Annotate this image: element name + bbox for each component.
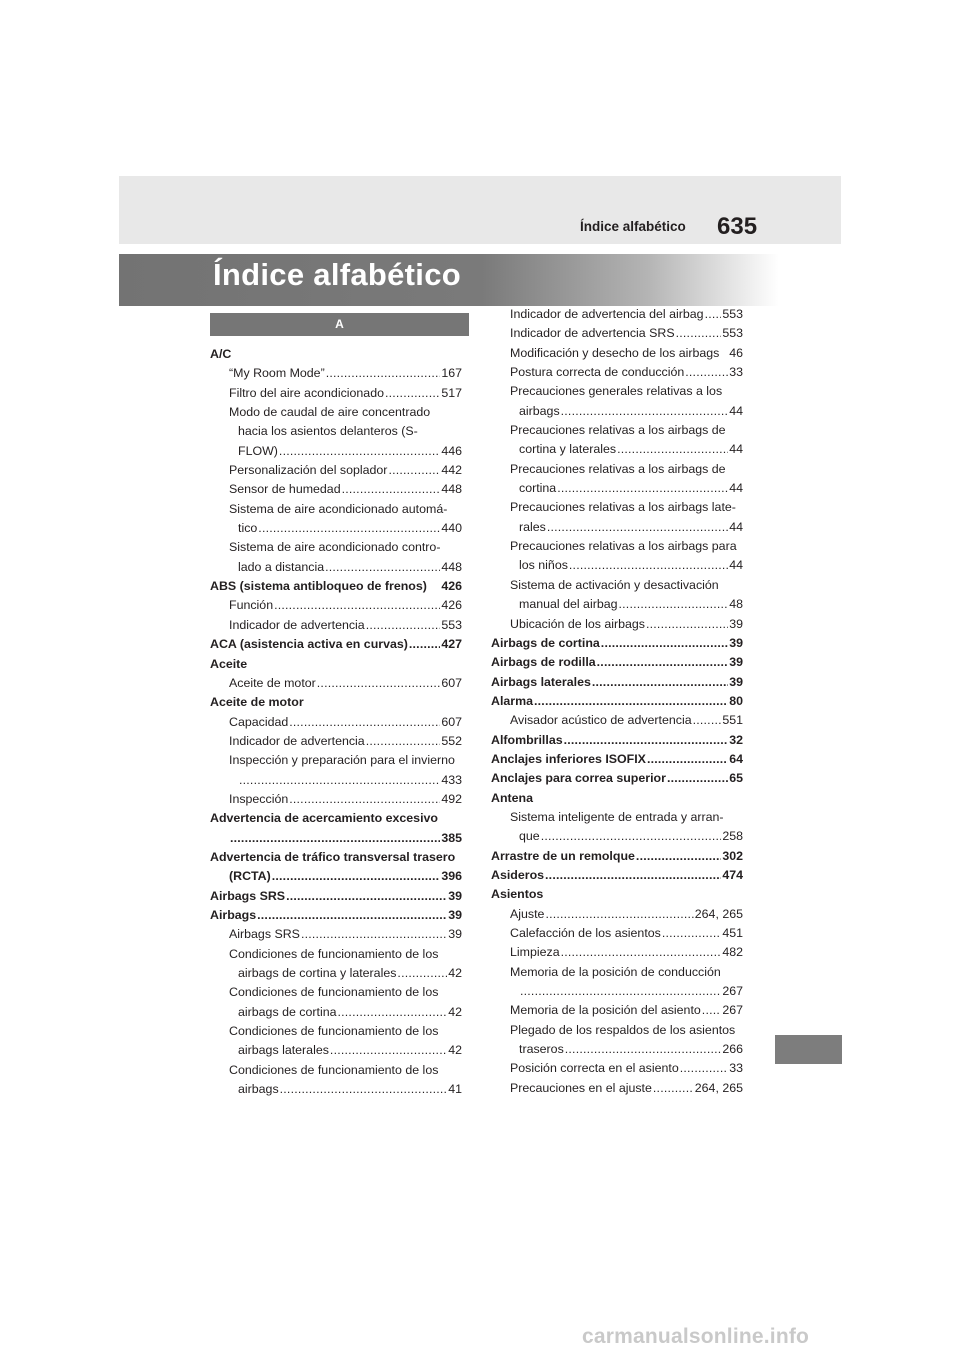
leader-dots (366, 732, 441, 751)
index-entry-text: Plegado de los respaldos de los asientos (510, 1022, 736, 1037)
index-entry (210, 1022, 462, 1041)
index-entry-text: Posición correcta en el asiento (510, 1061, 679, 1076)
index-entry-page: 39 (729, 674, 743, 689)
leader-dots (676, 324, 722, 343)
index-entry-page: 433 (441, 772, 462, 787)
leader-dots (286, 887, 447, 906)
index-entry-page: 385 (441, 830, 462, 845)
index-entry-page: 48 (729, 597, 743, 612)
index-column-right (491, 305, 743, 1098)
index-entry-page: 440 (441, 521, 462, 536)
index-entry (491, 827, 743, 846)
index-entry (210, 964, 462, 983)
index-entry-text: Función (229, 598, 274, 613)
page-title: Índice alfabético (213, 257, 461, 292)
leader-dots (301, 925, 447, 944)
index-entry (210, 983, 462, 1002)
index-entry-page: 32 (729, 732, 743, 747)
index-entry-text: Ajuste (510, 906, 545, 921)
index-entry-page: 80 (729, 693, 743, 708)
index-entry-text: Memoria de la posición del asiento (510, 1003, 701, 1018)
leader-dots (317, 674, 441, 693)
watermark: carmanualsonline.info (582, 1325, 810, 1348)
index-entry-page: 46 (729, 345, 743, 360)
page-number: 635 (717, 213, 758, 240)
index-entry-text: hacia los asientos delanteros (S- (238, 424, 418, 439)
index-entry-text: cortina y laterales (519, 442, 617, 457)
index-entry-page: 42 (448, 1004, 462, 1019)
leader-dots (592, 673, 728, 692)
index-entry-page: 607 (441, 714, 462, 729)
index-entry-text: Indicador de advertencia SRS (510, 326, 675, 341)
leader-dots (597, 653, 729, 672)
index-entry (491, 1040, 743, 1059)
header-section-title: Índice alfabético (580, 219, 686, 234)
index-entry-text: Sensor de humedad (229, 482, 341, 497)
index-entry (491, 905, 743, 924)
index-entry-text: Calefacción de los asientos (510, 926, 661, 940)
index-entry-text: Airbags de cortina (491, 635, 600, 650)
index-entry-page: 451 (722, 926, 743, 940)
index-entry-page: 264, 265 (694, 1080, 743, 1095)
index-entry (210, 674, 462, 693)
index-entry-page: 33 (729, 365, 743, 380)
index-entry-text: los niños (519, 558, 568, 573)
leader-dots (653, 1079, 694, 1098)
index-entry-text: A/C (210, 347, 232, 361)
index-entry (210, 577, 462, 596)
index-entry-text: rales (519, 519, 546, 534)
index-entry (491, 518, 743, 537)
leader-dots (272, 867, 441, 886)
index-entry-text: Airbags SRS (210, 888, 286, 903)
index-entry-text: Condiciones de funcionamiento de los (229, 946, 439, 961)
index-entry (210, 616, 462, 635)
index-entry (491, 692, 743, 711)
index-entry-text: Precauciones relativas a los airbags para (510, 539, 737, 554)
index-entry-page: 396 (441, 869, 462, 884)
index-entry-text: Indicador de advertencia (229, 733, 365, 748)
index-entry-text: ACA (asistencia activa en curvas) (210, 637, 408, 652)
index-entry-text: Condiciones de funcionamiento de los (229, 985, 439, 1000)
index-entry-page: 448 (441, 482, 462, 497)
leader-dots (428, 577, 440, 596)
index-entry-page: 42 (448, 1043, 462, 1058)
index-entry-text: Airbags SRS (229, 927, 300, 942)
index-entry (491, 1001, 743, 1020)
index-entry-text: Modo de caudal de aire concentrado (229, 405, 431, 420)
leader-dots (617, 440, 728, 459)
leader-dots (569, 556, 728, 575)
index-entry-page: 41 (448, 1082, 462, 1097)
index-entry (491, 711, 743, 730)
index-entry (210, 422, 462, 441)
index-entry (210, 771, 462, 790)
index-entry-text: Personalización del soplador (229, 463, 388, 478)
index-entry-text: ABS (sistema antibloqueo de frenos) (210, 579, 427, 594)
index-entry-text: Precauciones generales relativas a los (510, 384, 723, 399)
index-entry (210, 867, 462, 886)
index-entry (491, 673, 743, 692)
leader-dots (325, 558, 440, 577)
leader-dots (230, 829, 440, 848)
index-entry (491, 382, 743, 401)
leader-dots (565, 1040, 722, 1059)
index-entry-page: 553 (722, 307, 743, 321)
index-entry-text: Airbags de rodilla (491, 655, 596, 670)
leader-dots (541, 827, 722, 846)
index-entry-text: cortina (519, 481, 557, 496)
index-entry (210, 809, 462, 828)
index-entry-text: Condiciones de funcionamiento de los (229, 1062, 439, 1077)
index-entry (491, 866, 743, 885)
index-entry-text: lado a distancia (238, 559, 325, 574)
index-entry-page: 474 (722, 867, 743, 882)
leader-dots (685, 363, 728, 382)
index-entry (491, 305, 743, 324)
index-entry (491, 344, 743, 363)
index-entry-text: Sistema de aire acondicionado contro- (229, 540, 441, 555)
index-entry-text: manual del airbag (519, 597, 618, 612)
index-entry-text: Anclajes para correa superior (491, 771, 666, 786)
index-entry-text: (RCTA) (229, 869, 271, 884)
index-entry (210, 364, 462, 383)
index-entry-text: Sistema de activación y desactivación (510, 577, 719, 592)
index-entry-page: 44 (729, 481, 743, 496)
index-entry-text: Filtro del aire acondicionado (229, 385, 384, 400)
leader-dots (280, 1080, 448, 1099)
index-entry-page: 517 (441, 385, 462, 400)
index-entry-text: Aceite (210, 656, 248, 671)
index-entry-text: Indicador de advertencia del airbag (510, 307, 704, 321)
index-entry-page: 492 (441, 791, 462, 806)
leader-dots (705, 305, 722, 324)
letter-heading: A (210, 313, 469, 336)
index-entry-text: Advertencia de acercamiento excesivo (210, 811, 438, 826)
leader-dots (619, 595, 729, 614)
leader-dots (636, 847, 721, 866)
leader-dots (342, 480, 441, 499)
index-entry-text: Arrastre de un remolque (491, 848, 635, 863)
index-entry (491, 731, 743, 750)
index-entry (210, 558, 462, 577)
leader-dots (557, 479, 728, 498)
index-entry (210, 713, 462, 732)
index-entry-text: Antena (491, 790, 533, 805)
leader-dots (289, 713, 440, 732)
index-entry (210, 461, 462, 480)
index-entry-page: 33 (729, 1061, 743, 1076)
index-entry-text: Modificación y desecho de los airbags (510, 345, 720, 360)
index-entry-page: 44 (729, 519, 743, 534)
index-entry-text: Inspección (229, 791, 289, 806)
leader-dots (409, 635, 440, 654)
leader-dots (388, 461, 440, 480)
index-entry-page: 65 (729, 771, 743, 786)
index-entry (210, 538, 462, 557)
index-entry (210, 1080, 462, 1099)
index-entry-text: Capacidad (229, 714, 289, 729)
index-entry-text: FLOW) (238, 443, 278, 458)
index-entry-text: traseros (519, 1042, 564, 1057)
leader-dots (274, 596, 440, 615)
index-entry-text: Limpieza (510, 945, 560, 960)
index-entry-page: 426 (441, 579, 462, 594)
index-entry (491, 1079, 743, 1098)
index-entry (491, 440, 743, 459)
index-entry-page: 64 (729, 751, 743, 766)
index-entry-text: Precauciones relativas a los airbags de (510, 423, 726, 438)
leader-dots (239, 771, 440, 790)
index-entry-page: 551 (722, 713, 743, 728)
leader-dots (680, 1059, 728, 1078)
index-entry (491, 885, 743, 904)
index-entry-text: Ubicación de los airbags (510, 616, 645, 631)
index-entry (491, 653, 743, 672)
index-entry-text: Aceite de motor (210, 695, 304, 710)
index-column-left (210, 345, 462, 1099)
index-entry (491, 402, 743, 421)
index-entry-page: 39 (448, 927, 462, 942)
index-entry-text: Condiciones de funcionamiento de los (229, 1024, 439, 1039)
index-entry-page: 552 (441, 733, 462, 748)
index-entry-page: 42 (448, 966, 462, 980)
index-entry-text: Indicador de advertencia (229, 617, 365, 632)
index-entry (491, 808, 743, 827)
index-entry-text: Sistema inteligente de entrada y arran- (510, 809, 724, 824)
index-entry-page: 553 (722, 326, 743, 341)
index-entry-text: Advertencia de tráfico transversal trasero (210, 849, 456, 864)
index-entry (210, 790, 462, 809)
index-entry-page: 44 (729, 558, 743, 573)
index-entry-page: 607 (441, 675, 462, 690)
index-entry-page: 448 (441, 559, 462, 574)
index-entry-page: 267 (722, 1003, 743, 1018)
index-entry (491, 963, 743, 982)
leader-dots (667, 769, 728, 788)
index-entry-text: Airbags laterales (491, 674, 591, 689)
leader-dots (397, 964, 447, 983)
index-entry-text: tico (238, 521, 258, 536)
leader-dots (647, 750, 728, 769)
index-entry (491, 615, 743, 634)
index-entry-text: Precauciones en el ajuste (510, 1080, 652, 1095)
index-entry-page: 39 (729, 635, 743, 650)
index-entry-page: 266 (722, 1042, 743, 1057)
leader-dots (338, 1003, 448, 1022)
index-entry-page: 44 (729, 442, 743, 457)
index-entry (491, 847, 743, 866)
leader-dots (279, 442, 440, 461)
side-tab-marker (775, 1035, 842, 1064)
index-entry (210, 635, 462, 654)
index-entry (210, 1061, 462, 1080)
index-entry-text: airbags (519, 403, 560, 418)
index-entry-page: 39 (729, 616, 743, 631)
index-entry-text: Asideros (491, 867, 545, 882)
leader-dots (547, 518, 728, 537)
index-entry (491, 479, 743, 498)
leader-dots (561, 943, 722, 962)
leader-dots (561, 402, 729, 421)
index-entry-text: Anclajes inferiores ISOFIX (491, 751, 646, 766)
index-entry (210, 1003, 462, 1022)
leader-dots (330, 1041, 447, 1060)
index-entry (210, 693, 462, 712)
leader-dots (258, 519, 440, 538)
index-entry (491, 363, 743, 382)
index-entry (491, 421, 743, 440)
index-entry-page: 39 (448, 888, 462, 903)
index-entry (210, 442, 462, 461)
index-entry-page: 267 (722, 984, 743, 999)
index-entry (210, 345, 462, 364)
index-entry (210, 596, 462, 615)
index-entry-page: 264, 265 (694, 906, 743, 921)
index-entry-text: Sistema de aire acondicionado automá- (229, 501, 448, 516)
index-entry-page: 44 (729, 403, 743, 418)
index-entry-text: Precauciones relativas a los airbags late- (510, 500, 736, 515)
index-entry-text: Inspección y preparación para el invierno (229, 753, 455, 768)
leader-dots (366, 616, 441, 635)
index-entry (210, 925, 462, 944)
index-entry (210, 655, 462, 674)
index-entry-text: airbags (238, 1082, 279, 1097)
leader-dots (545, 905, 693, 924)
index-entry (210, 403, 462, 422)
index-entry-text: Memoria de la posición de conducción (510, 964, 721, 979)
index-entry (491, 324, 743, 343)
index-entry (491, 1021, 743, 1040)
leader-dots (693, 711, 722, 730)
index-entry (491, 576, 743, 595)
index-entry (210, 519, 462, 538)
leader-dots (534, 692, 728, 711)
index-entry (210, 848, 462, 867)
leader-dots (520, 982, 721, 1001)
index-entry-page: 442 (441, 463, 462, 478)
leader-dots (545, 866, 721, 885)
leader-dots (564, 731, 729, 750)
leader-dots (289, 790, 440, 809)
index-entry (491, 537, 743, 556)
leader-dots (385, 384, 440, 403)
index-entry (491, 789, 743, 808)
index-entry-text: que (519, 829, 540, 844)
index-entry (491, 634, 743, 653)
index-entry-text: Precauciones relativas a los airbags de (510, 461, 726, 476)
index-entry-page: 258 (722, 829, 743, 844)
index-entry (491, 982, 743, 1001)
index-entry-text: airbags de cortina (238, 1004, 337, 1019)
index-entry (210, 945, 462, 964)
index-entry (210, 829, 462, 848)
index-entry-page: 39 (448, 907, 462, 922)
index-entry-page: 446 (441, 443, 462, 458)
index-entry (210, 906, 462, 925)
index-entry (210, 480, 462, 499)
index-entry-text: airbags laterales (238, 1043, 329, 1058)
index-entry (210, 500, 462, 519)
index-entry (491, 943, 743, 962)
index-entry-page: 426 (441, 598, 462, 613)
leader-dots (257, 906, 447, 925)
index-entry-page: 302 (722, 848, 743, 863)
index-entry (491, 595, 743, 614)
index-entry-page: 482 (722, 945, 743, 960)
leader-dots (646, 615, 728, 634)
index-entry (210, 1041, 462, 1060)
leader-dots (326, 364, 441, 383)
index-entry (210, 887, 462, 906)
index-entry (491, 498, 743, 517)
leader-dots (702, 1001, 722, 1020)
index-entry (491, 750, 743, 769)
index-entry-page: 553 (441, 617, 462, 632)
index-entry (491, 769, 743, 788)
index-entry (210, 384, 462, 403)
index-entry-text: “My Room Mode” (229, 366, 325, 381)
index-entry-text: Asientos (491, 887, 544, 902)
index-entry-page: 167 (441, 366, 462, 381)
index-entry-page: 39 (729, 655, 743, 670)
index-entry-text: Airbags (210, 907, 257, 922)
index-entry (210, 751, 462, 770)
index-entry (491, 1059, 743, 1078)
index-entry (491, 924, 743, 943)
index-entry-text: Alfombrillas (491, 732, 563, 747)
leader-dots (601, 634, 728, 653)
index-entry-text: Avisador acústico de advertencia (510, 713, 692, 728)
index-entry-text: Alarma (491, 693, 534, 708)
leader-dots (720, 344, 728, 363)
index-entry (491, 460, 743, 479)
leader-dots (662, 924, 721, 943)
index-entry-text: Aceite de motor (229, 675, 316, 690)
index-entry (491, 556, 743, 575)
index-entry-text: Postura correcta de conducción (510, 365, 685, 380)
index-entry (210, 732, 462, 751)
index-entry-text: airbags de cortina y laterales (238, 966, 397, 980)
index-entry-page: 427 (441, 637, 462, 652)
